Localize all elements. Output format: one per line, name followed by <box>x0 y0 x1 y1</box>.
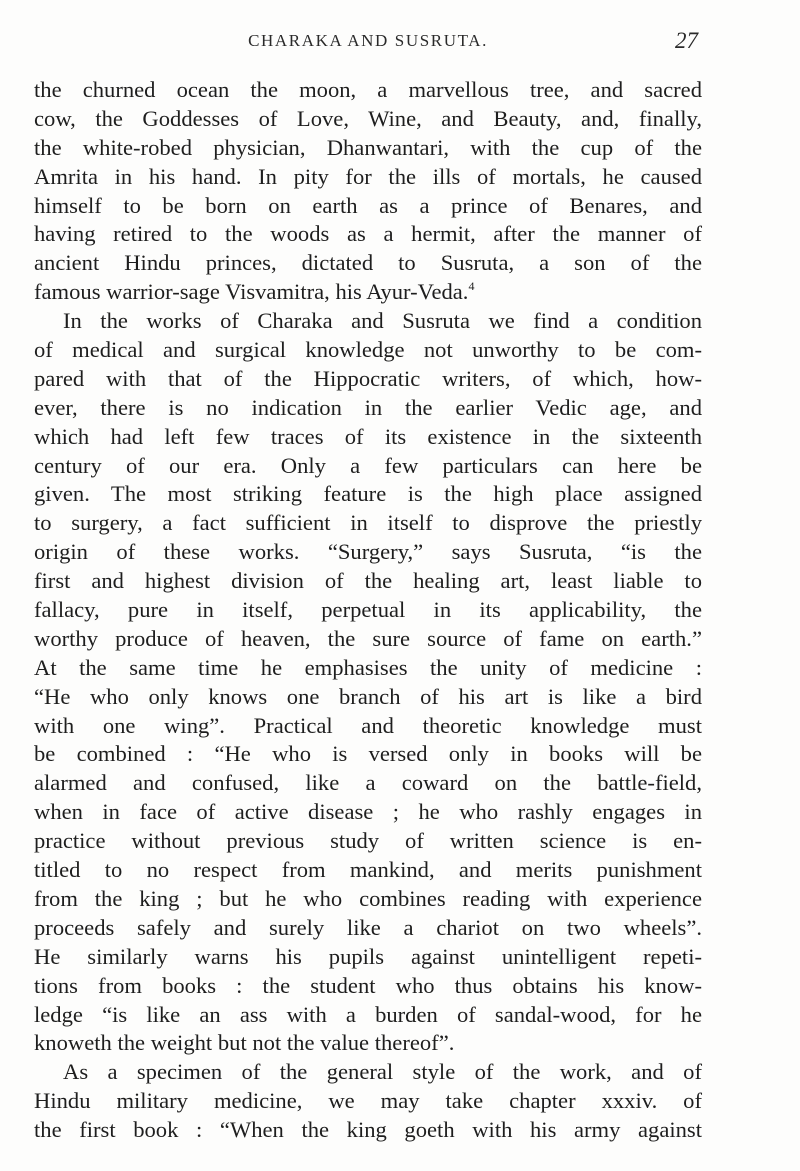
text-line: ever, there is no indication in the earlier Vedic age, and <box>34 394 702 420</box>
text-line: the first book : “When the king goeth with his army against <box>34 1117 702 1143</box>
text-line: having retired to the woods as a hermit, after the manner of <box>34 221 702 247</box>
text-line: be combined : “He who is versed only in books will be <box>34 741 702 767</box>
text-line: He similarly warns his pupils against unintelligent repeti- <box>34 943 702 969</box>
text-line: given. The most striking feature is the high place assigned <box>34 481 702 507</box>
text-line: Hindu military medicine, we may take chapter xxxiv. of <box>34 1088 702 1114</box>
text-line: proceeds safely and surely like a chariot on two wheels”. <box>34 914 702 940</box>
paragraph-first-line: As a specimen of the general style of the work, and of <box>63 1059 702 1085</box>
text-line: himself to be born on earth as a prince of Benares, and <box>34 192 702 218</box>
text-line: pared with that of the Hippocratic writers, of which, how- <box>34 365 702 391</box>
text-line: practice without previous study of written science is en- <box>34 828 702 854</box>
text-line: the churned ocean the moon, a marvellous tree, and sacred <box>34 77 702 102</box>
text-line: Amrita in his hand. In pity for the ills of mortals, he caused <box>34 163 702 189</box>
page-number: 27 <box>675 28 698 53</box>
paragraph-first-line: In the works of Charaka and Susruta we find a condition <box>63 308 702 334</box>
text-line: with one wing”. Practical and theoretic knowledge must <box>34 712 702 738</box>
running-title: CHARAKA AND SUSRUTA. <box>248 31 488 50</box>
running-head <box>36 28 700 55</box>
text-line: from the king ; but he who combines reading with experience <box>34 885 702 911</box>
footnote-reference: 4 <box>468 279 475 294</box>
text-line: ancient Hindu princes, dictated to Susruta, a son of the <box>34 250 702 276</box>
text-line: titled to no respect from mankind, and merits punishment <box>34 857 702 883</box>
text-line: to surgery, a fact sufficient in itself to disprove the priestly <box>34 510 702 536</box>
text-line: “He who only knows one branch of his art is like a bird <box>34 683 702 709</box>
text-line-with-footnote <box>34 278 702 307</box>
text-line: tions from books : the student who thus obtains his know- <box>34 972 702 998</box>
text-line: the white-robed physician, Dhanwantari, with the cup of the <box>34 134 702 160</box>
text-line: famous warrior-sage Visvamitra, his Ayur-Veda. <box>34 279 469 305</box>
text-line: of medical and surgical knowledge not unworthy to be com- <box>34 337 702 363</box>
text-line: when in face of active disease ; he who rashly engages in <box>34 799 702 825</box>
paragraph-last-line: knoweth the weight but not the value thereof”. <box>34 1030 455 1056</box>
text-line: ledge “is like an ass with a burden of sandal-wood, for he <box>34 1001 702 1027</box>
text-line: fallacy, pure in itself, perpetual in its applicability, the <box>34 597 702 623</box>
text-line: origin of these works. “Surgery,” says Susruta, “is the <box>34 539 702 565</box>
text-line: alarmed and confused, like a coward on the battle-field, <box>34 770 702 796</box>
text-line: worthy produce of heaven, the sure source of fame on earth.” <box>34 625 702 651</box>
text-line: At the same time he emphasises the unity of medicine : <box>34 654 702 680</box>
body-text <box>34 76 702 1145</box>
text-line: century of our era. Only a few particulars can here be <box>34 452 702 478</box>
text-line: which had left few traces of its existence in the sixteenth <box>34 423 702 449</box>
text-line: first and highest division of the healing art, least liable to <box>34 568 702 594</box>
text-line: cow, the Goddesses of Love, Wine, and Beauty, and, finally, <box>34 105 702 131</box>
